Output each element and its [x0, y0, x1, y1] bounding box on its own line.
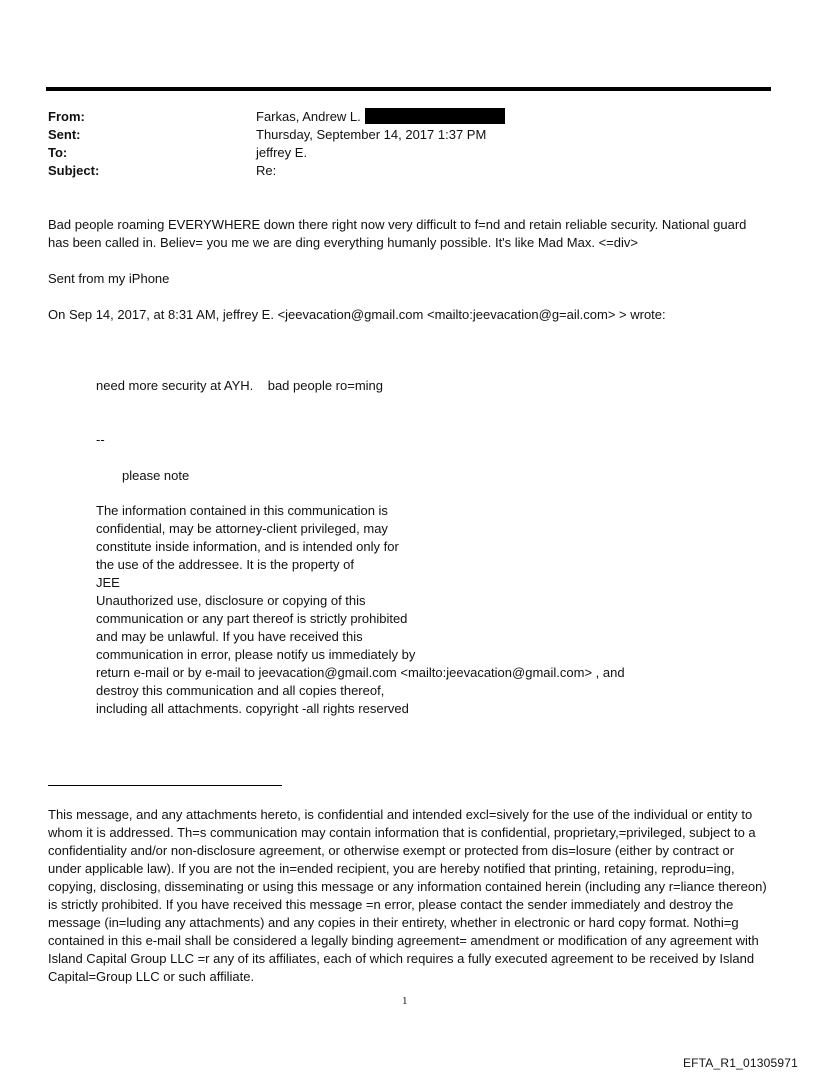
notice-line: communication in error, please notify us immediately by — [96, 647, 416, 662]
subject-row — [48, 162, 505, 180]
redaction-box — [365, 108, 505, 124]
subject-label: Subject: — [48, 163, 100, 178]
notice-line: return e-mail or by e-mail to jeevacation@gmail.com <mailto:jeevacation@gmail.com> , and — [96, 665, 625, 680]
subject-value: Re: — [256, 163, 277, 178]
to-row — [48, 144, 505, 162]
from-label: From: — [48, 109, 85, 124]
notice-line: JEE — [96, 575, 120, 590]
to-label: To: — [48, 145, 68, 160]
sent-value: Thursday, September 14, 2017 1:37 PM — [256, 127, 487, 142]
to-value: jeffrey E. — [256, 145, 308, 160]
page-number: 1 — [402, 995, 408, 1007]
sender-name: Farkas, Andrew L. — [256, 109, 361, 124]
sent-label: Sent: — [48, 127, 81, 142]
confidentiality-notice — [96, 502, 625, 718]
notice-line: confidential, may be attorney-client privileged, may — [96, 521, 388, 536]
quoted-message: need more security at AYH. bad people ro=ming — [96, 378, 384, 393]
notice-line: The information contained in this communication is — [96, 503, 388, 518]
bates-number: EFTA_R1_01305971 — [682, 1056, 798, 1070]
notice-line: constitute inside information, and is intended only for — [96, 539, 399, 554]
notice-line: and may be unlawful. If you have received this — [96, 629, 363, 644]
reply-text: Bad people roaming EVERYWHERE down there right now very difficult to f=nd and retain reliable security. National guard has been called in. Believ= you me we are ding everything humanly possible. It's like Mad Max. <=div> — [48, 217, 747, 250]
notice-line: the use of the addressee. It is the property of — [96, 557, 354, 572]
sent-row — [48, 126, 505, 144]
from-row — [48, 108, 505, 126]
signature-separator: -- — [96, 432, 105, 447]
footnote-divider — [48, 785, 282, 786]
quote-intro: On Sep 14, 2017, at 8:31 AM, jeffrey E. <jeevacation@gmail.com <mailto:jeevacation@g=ail.com> > wrote: — [48, 307, 666, 322]
notice-line: including all attachments. copyright -all rights reserved — [96, 701, 409, 716]
legal-disclaimer: This message, and any attachments hereto, is confidential and intended excl=sively for the use of the individual or entity to whom it is addressed. Th=s communication may contain information that is confidential, proprietary,=privileged, subject to a confidentiality and/or non-disclosure agreement, or otherwise exempt or protected from dis=losure (either by contract or under applicable law). If you are not the in=ended recipient, you are hereby notified that printing, retaining, reprodu=ing, copying, disclosing, disseminating or using this message or any information contained herein (including any r=liance thereon) is strictly prohibited. If you have received this message =n error, please contact the sender immediately and destroy the message (in=luding any attachments) and any copies in their entirety, whether in electronic or hard copy format. Nothi=g contained in this e-mail shall be considered a legally binding agreement= amendment or modification of any agreement with Island Capital Group LLC =r any of its affiliates, each of which requires a fully executed agreement to be received by Island Capital=Group LLC or such affiliate. — [48, 807, 767, 984]
notice-line: Unauthorized use, disclosure or copying of this — [96, 593, 366, 608]
notice-line: destroy this communication and all copies thereof, — [96, 683, 385, 698]
please-note: please note — [122, 468, 190, 483]
email-header — [48, 108, 505, 180]
signature: Sent from my iPhone — [48, 271, 170, 286]
notice-line: communication or any part thereof is strictly prohibited — [96, 611, 408, 626]
from-value — [256, 108, 505, 126]
header-divider — [46, 87, 771, 91]
